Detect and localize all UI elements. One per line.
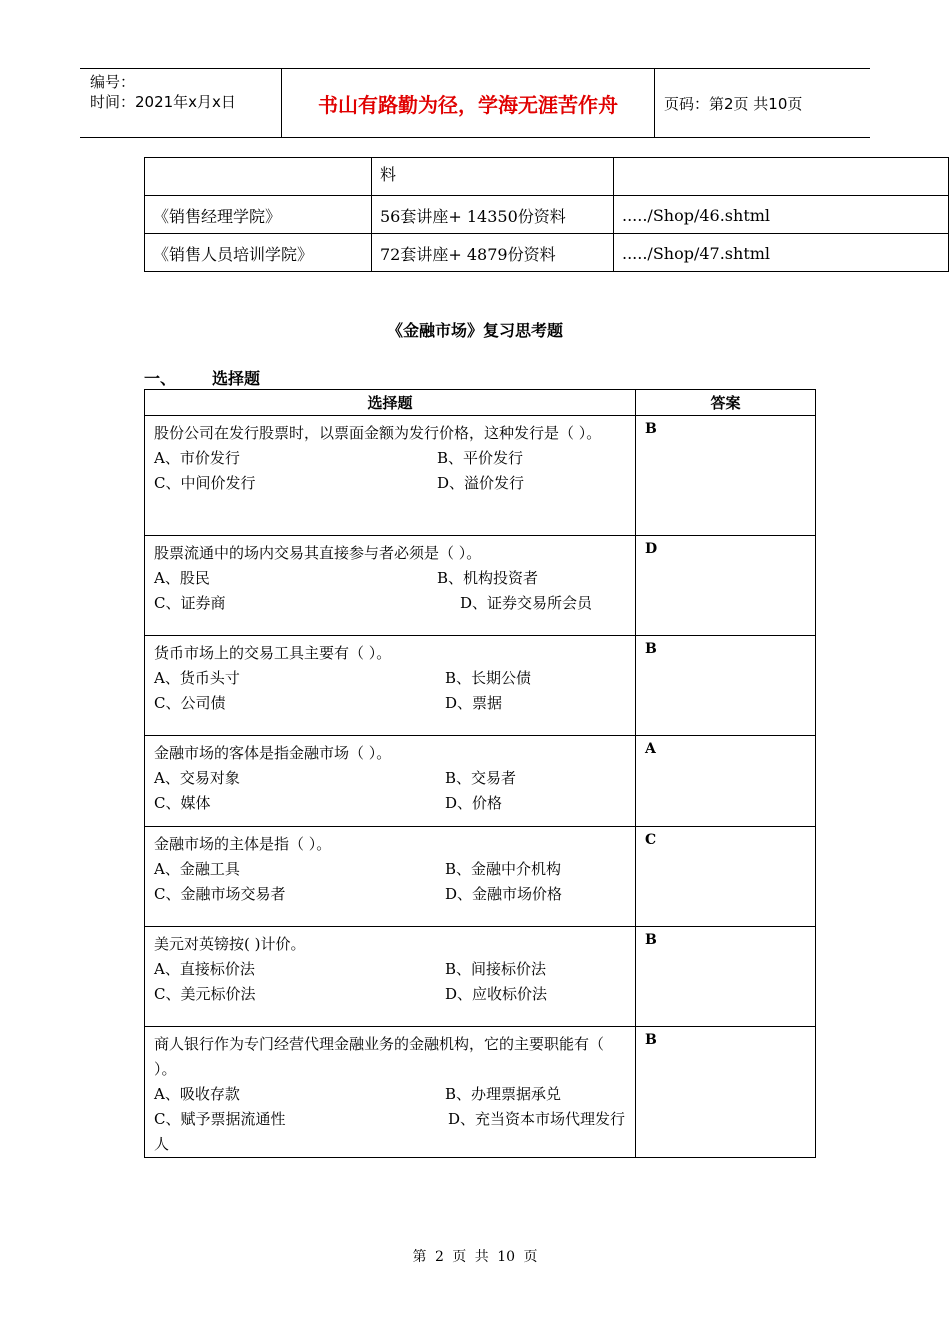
question-cell [145, 536, 636, 636]
option-d: D、溢价发行 [437, 474, 525, 492]
option-c: C、媒体 [154, 794, 211, 812]
options-row [154, 666, 629, 691]
resource-link [614, 158, 949, 196]
answer-column-header: 答案 [636, 390, 816, 416]
options-row [154, 591, 629, 616]
resource-name [145, 158, 372, 196]
options-row [154, 957, 629, 982]
table-row [145, 158, 949, 196]
table-header-row [145, 390, 816, 416]
question-cell [145, 636, 636, 736]
option-a: A、吸收存款 [154, 1085, 240, 1103]
answer-cell: B [636, 927, 816, 1027]
header-meta [80, 69, 280, 137]
question-cell [145, 736, 636, 827]
option-d: D、金融市场价格 [445, 885, 563, 903]
option-a: A、直接标价法 [154, 960, 255, 978]
section-number: 一、 [144, 369, 177, 388]
options-row [154, 566, 629, 591]
page-header [80, 68, 870, 138]
option-d: D、充当资本市场代理发行人 [154, 1110, 626, 1153]
question-column-header: 选择题 [145, 390, 636, 416]
option-c: C、中间价发行 [154, 474, 256, 492]
option-a: A、市价发行 [154, 449, 240, 467]
option-a: A、货币头寸 [154, 669, 240, 687]
answer-cell: B [636, 416, 816, 536]
options-row [154, 766, 629, 791]
resource-link[interactable]: ...../Shop/46.shtml [614, 196, 949, 234]
question-text: 金融市场的主体是指（ ）。 [154, 835, 332, 853]
question-text: 货币市场上的交易工具主要有（ ）。 [154, 644, 392, 662]
question-row [145, 416, 816, 536]
question-row [145, 1027, 816, 1158]
answer-cell: B [636, 1027, 816, 1158]
header-motto: 书山有路勤为径，学海无涯苦作舟 [281, 69, 655, 137]
options-row [154, 1107, 629, 1157]
resource-desc: 料 [372, 158, 614, 196]
options-row [154, 882, 629, 907]
table-row [145, 196, 949, 234]
table-row [145, 234, 949, 272]
question-row [145, 736, 816, 827]
question-text: 金融市场的客体是指金融市场（ ）。 [154, 744, 392, 762]
options-row [154, 791, 629, 816]
question-cell [145, 416, 636, 536]
answer-cell: D [636, 536, 816, 636]
option-b: B、间接标价法 [445, 960, 547, 978]
header-page-info: 页码：第2页 共10页 [664, 94, 803, 113]
option-b: B、平价发行 [437, 449, 524, 467]
option-d: D、价格 [445, 794, 503, 812]
option-c: C、美元标价法 [154, 985, 256, 1003]
option-b: B、交易者 [445, 769, 517, 787]
option-c: C、公司债 [154, 694, 226, 712]
resource-desc: 56套讲座+ 14350份资料 [372, 196, 614, 234]
question-table [144, 389, 816, 1158]
option-d: D、票据 [445, 694, 503, 712]
option-b: B、机构投资者 [437, 569, 539, 587]
options-row [154, 982, 629, 1007]
question-row [145, 636, 816, 736]
option-c: C、赋予票据流通性 [154, 1110, 286, 1128]
options-row [154, 1082, 629, 1107]
resource-table [144, 157, 949, 272]
option-d: D、证券交易所会员 [460, 594, 593, 612]
question-row [145, 536, 816, 636]
question-cell [145, 927, 636, 1027]
section-heading [144, 366, 260, 389]
answer-cell: A [636, 736, 816, 827]
option-a: A、股民 [154, 569, 210, 587]
option-b: B、长期公债 [445, 669, 532, 687]
question-row [145, 827, 816, 927]
resource-link[interactable]: ...../Shop/47.shtml [614, 234, 949, 272]
option-c: C、证券商 [154, 594, 226, 612]
question-cell [145, 827, 636, 927]
answer-cell: C [636, 827, 816, 927]
options-row [154, 471, 629, 496]
section-title: 选择题 [212, 369, 261, 388]
option-a: A、交易对象 [154, 769, 240, 787]
options-row [154, 446, 629, 471]
page-footer: 第 2 页 共 10 页 [412, 1249, 538, 1265]
number-label: 编号： [90, 73, 136, 91]
resource-name: 《销售经理学院》 [145, 196, 372, 234]
answer-cell: B [636, 636, 816, 736]
doc-title: 《金融市场》复习思考题 [386, 321, 563, 340]
option-c: C、金融市场交易者 [154, 885, 286, 903]
option-a: A、金融工具 [154, 860, 240, 878]
options-row [154, 691, 629, 716]
question-text: 美元对英镑按( )计价。 [154, 935, 306, 953]
date-label: 时间：2021年x月x日 [90, 93, 236, 111]
question-text: 商人银行作为专门经营代理金融业务的金融机构，它的主要职能有（ ）。 [154, 1035, 605, 1078]
question-text: 股票流通中的场内交易其直接参与者必须是（ ）。 [154, 544, 482, 562]
option-d: D、应收标价法 [445, 985, 548, 1003]
option-b: B、金融中介机构 [445, 860, 562, 878]
question-text: 股份公司在发行股票时，以票面金额为发行价格，这种发行是（ ）。 [154, 424, 602, 442]
resource-name: 《销售人员培训学院》 [145, 234, 372, 272]
resource-desc: 72套讲座+ 4879份资料 [372, 234, 614, 272]
question-cell [145, 1027, 636, 1158]
question-row [145, 927, 816, 1027]
option-b: B、办理票据承兑 [445, 1085, 562, 1103]
options-row [154, 857, 629, 882]
